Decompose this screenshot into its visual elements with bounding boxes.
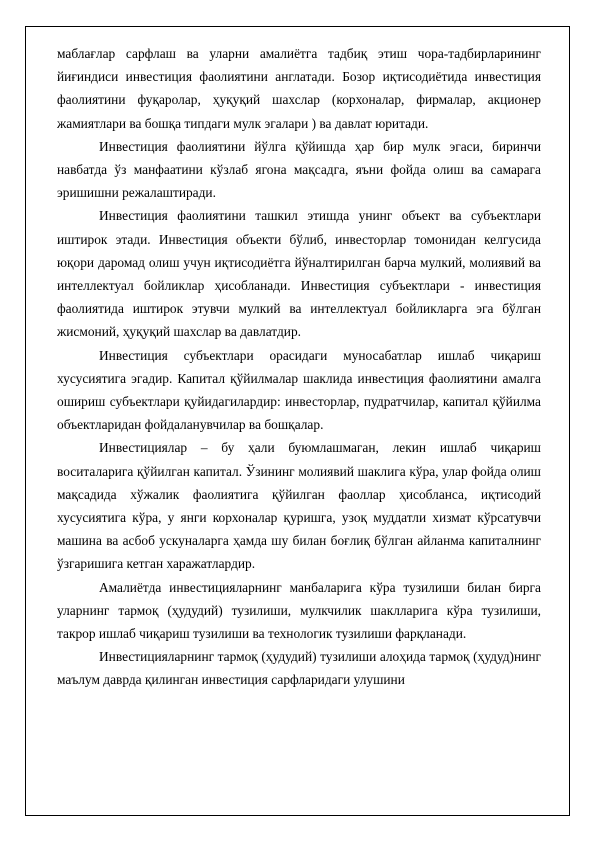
paragraph-continuation: маблағлар сарфлаш ва уларни амалиётга тадбиқ этиш чора-тадбирларининг йиғиндиси инвестиция фаолиятини англатади. Бозор иқтисодиётида инвестиция фаолиятини фуқаролар, ҳуқуқий шахслар (корхоналар, фирмалар, акционер жамиятлари ва бошқа типдаги мулк эгалари ) ва давлат юритади. bbox=[57, 46, 541, 131]
paragraph-subject-relations: Инвестиция субъектлари орасидаги муносабатлар ишлаб чиқариш хусусиятига эгадир. Капитал қўйилмалар шаклида инвестиция фаолиятини амалга ошириш субъектлари қуйидагилардир: инвесторлар, пудратчилар, капитал қўйилма объектларидан фойдаланувчилар ва бошқалар. bbox=[57, 347, 541, 433]
document-body bbox=[57, 42, 541, 692]
paragraph-investor-goal: Инвестиция фаолиятини йўлга қўйишда ҳар бир мулк эгаси, биринчи навбатда ўз манфаатини кўзлаб ягона мақсадга, яъни фойда олиш ва самарага эришишни режалаштиради. bbox=[57, 138, 541, 201]
paragraph-investment-definition: Инвестициялар – бу ҳали буюмлашмаган, лекин ишлаб чиқариш воситаларига қўйилган капитал. Ўзининг молиявий шаклига кўра, улар фойда олиш мақсадида хўжалик фаолиятига қўйилган фаоллар ҳисобланса, иқтисодий хусусиятига кўра, у янги корхоналар қуришга, узоқ муддатли хизмат кўрсатувчи машина ва асбоб ускуналарга ҳамда шу билан боғлиқ бўлган айланма капиталнинг ўзгаришига кетган харажатлардир. bbox=[57, 440, 541, 572]
paragraph-structure-types: Амалиётда инвестицияларнинг манбаларига кўра тузилиши билан бирга уларнинг тармоқ (ҳудудий) тузилиши, мулкчилик шаклларига кўра тузилиши, такрор ишлаб чиқариш тузилиши ва технологик тузилиши фарқланади. bbox=[57, 579, 541, 642]
paragraph-objects-subjects: Инвестиция фаолиятини ташкил этишда унинг объект ва субъектлари иштирок этади. Инвестиция объекти бўлиб, инвесторлар томонидан келгусида юқори даромад олиш учун иқтисодиётга йўналтирилган барча мулкий, молиявий ва интеллектуал бойликлар ҳисобланади. Инвестиция субъектлари - инвестиция фаолиятида иштирок этувчи мулкий ва интеллектуал бойликларга эга бўлган жисмоний, ҳуқуқий шахслар ва давлатдир. bbox=[57, 208, 541, 340]
paragraph-sectoral-structure: Инвестицияларнинг тармоқ (ҳудудий) тузилиши алоҳида тармоқ (ҳудуд)нинг маълум даврда қилинган инвестиция сарфларидаги улушини bbox=[57, 649, 541, 688]
